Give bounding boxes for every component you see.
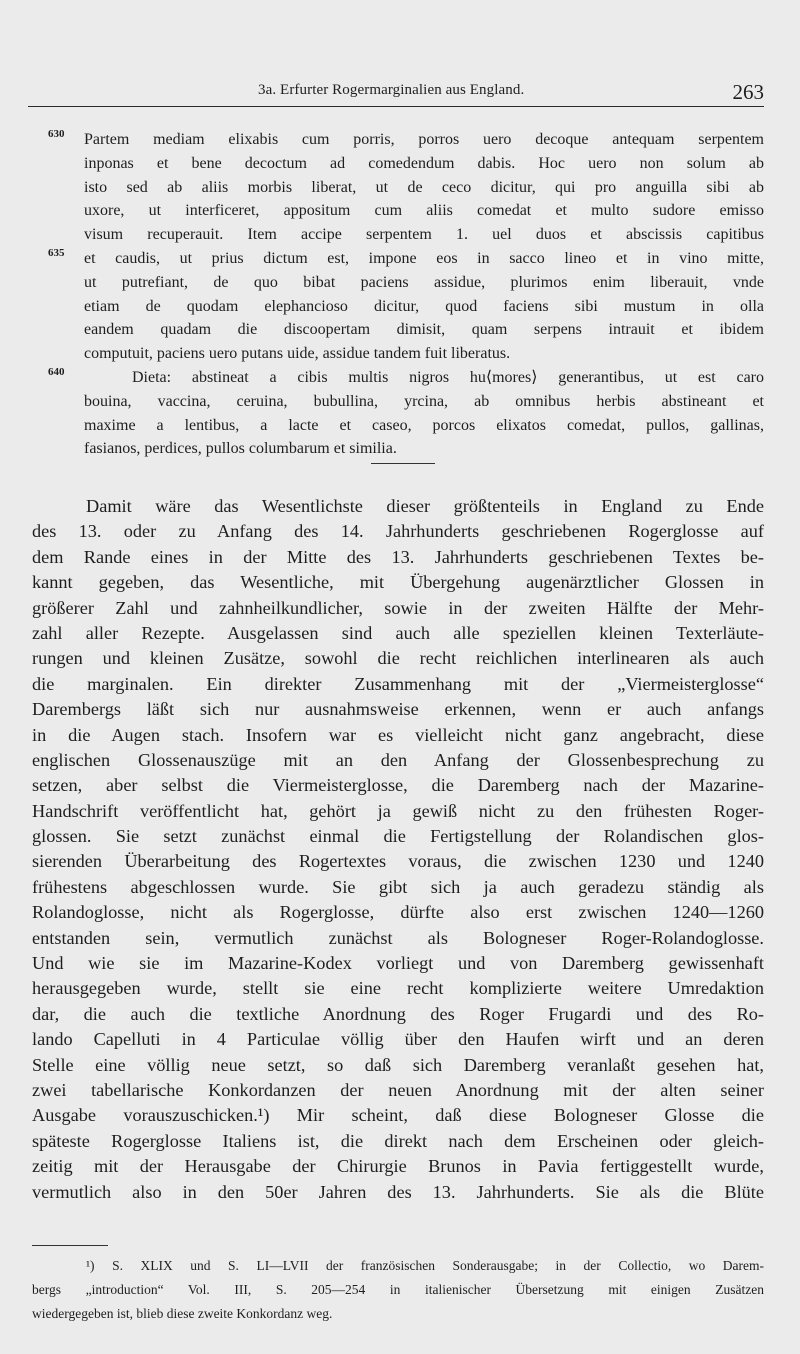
german-body-text — [32, 494, 764, 1205]
body-line: Stelle eine völlig neue setzt, so daß sich Daremberg veranlaßt gesehen hat, — [32, 1054, 764, 1075]
latin-gloss-block — [48, 128, 764, 461]
body-line: Darembergs läßt sich nur ausnahmsweise erkennen, wenn er auch anfangs — [32, 699, 764, 720]
gloss-line: visum recuperauit. Item accipe serpentem 1. uel duos et abscissis capitibus — [84, 226, 764, 244]
body-line: Und wie sie im Mazarine-Kodex vorliegt und von Daremberg gewissenhaft — [32, 953, 764, 974]
body-line: in die Augen stach. Insofern war es vielleicht nicht ganz angebracht, diese — [32, 724, 764, 745]
gloss-line: bouina, vaccina, ceruina, bubullina, yrcina, ab omnibus herbis abstineant et — [84, 392, 764, 410]
body-line: glossen. Sie setzt zunächst einmal die Fertigstellung der Rolandischen glos- — [32, 826, 764, 847]
body-line: des 13. oder zu Anfang des 14. Jahrhunderts geschriebenen Rogerglosse auf — [32, 521, 764, 542]
section-divider — [371, 463, 435, 464]
footnotes — [32, 1254, 764, 1326]
footnote-rule — [32, 1245, 108, 1246]
running-header — [28, 80, 764, 108]
body-line: späteste Rogerglosse Italiens ist, die direkt nach dem Erscheinen oder gleich- — [32, 1130, 764, 1151]
line-number-635: 635 — [48, 247, 65, 259]
body-line: setzen, aber selbst die Viermeisterglosse, die Daremberg nach der Mazarine- — [32, 775, 764, 796]
gloss-line: computuit, paciens uero putans uide, assidue tandem fuit liberatus. — [84, 345, 511, 363]
footnote-line: wiedergegeben ist, blieb diese zweite Konkordanz weg. — [32, 1306, 333, 1321]
gloss-line: eandem quadam die discoopertam dimisit, quam serpens intrauit et ibidem — [84, 321, 764, 339]
gloss-line: Dieta: abstineat a cibis multis nigros hu⟨mores⟩ generantibus, ut est caro — [132, 368, 764, 386]
gloss-line: Partem mediam elixabis cum porris, porros uero decoque antequam serpentem — [84, 131, 764, 148]
line-number-640: 640 — [48, 366, 65, 378]
body-line: zwei tabellarische Konkordanzen der neuen Anordnung mit der alten seiner — [32, 1079, 764, 1100]
body-line: kannt gegeben, das Wesentliche, mit Übergehung augenärztlicher Glossen in — [32, 572, 764, 593]
body-line: Rolandoglosse, nicht als Rogerglosse, dürfte also erst zwischen 1240—1260 — [32, 902, 764, 923]
running-title: 3a. Erfurter Rogermarginalien aus England. — [258, 82, 525, 98]
line-number-630: 630 — [48, 128, 65, 140]
body-line: die marginalen. Ein direkter Zusammenhang mit der „Viermeisterglosse“ — [32, 673, 764, 694]
body-line: englischen Glossenauszüge mit an den Anfang der Glossenbesprechung zu — [32, 749, 764, 770]
body-line: entstanden sein, vermutlich zunächst als Bologneser Roger-Rolandoglosse. — [32, 927, 764, 948]
header-rule — [28, 106, 764, 107]
body-line: lando Capelluti in 4 Particulae völlig über den Haufen wirft und an deren — [32, 1029, 764, 1050]
page-number: 263 — [732, 80, 764, 104]
gloss-line: uxore, ut interficeret, appositum cum aliis comedat et multo sudore emisso — [84, 202, 764, 220]
gloss-line: et caudis, ut prius dictum est, impone eos in sacco lineo et in vino mitte, — [84, 249, 764, 267]
gloss-line: inponas et bene decoctum ad comedendum dabis. Hoc uero non solum ab — [84, 154, 764, 172]
body-line: zahl aller Rezepte. Ausgelassen sind auch alle speziellen kleinen Texterläute- — [32, 622, 764, 643]
body-line: herausgegeben wurde, stellt sie eine recht komplizierte weitere Umredaktion — [32, 978, 764, 999]
gloss-line: isto sed ab aliis morbis liberat, ut de ceco dicitur, qui pro anguilla sibi ab — [84, 178, 764, 196]
footnote-line: ¹) S. XLIX und S. LI—LVII der französischen Sonderausgabe; in der Collectio, wo Darem- — [86, 1258, 764, 1273]
body-line: rungen und kleinen Zusätze, sowohl die recht reichlichen interlinearen als auch — [32, 648, 764, 669]
body-line: Ausgabe vorauszuschicken.¹) Mir scheint, daß diese Bologneser Glosse die — [32, 1105, 764, 1126]
body-line: Damit wäre das Wesentlichste dieser größtenteils in England zu Ende — [86, 496, 764, 516]
body-line: Handschrift veröffentlicht hat, gehört ja gewiß nicht zu den frühesten Roger- — [32, 800, 764, 821]
body-line: größerer Zahl und zahnheilkundlicher, sowie in der zweiten Hälfte der Mehr- — [32, 597, 764, 618]
body-line: dem Rande eines in der Mitte des 13. Jahrhunderts geschriebenen Textes be- — [32, 546, 764, 567]
body-line: dar, die auch die textliche Anordnung des Roger Frugardi und des Ro- — [32, 1003, 764, 1024]
body-line: zeitig mit der Herausgabe der Chirurgie Brunos in Pavia fertiggestellt wurde, — [32, 1156, 764, 1177]
body-line: vermutlich also in den 50er Jahren des 13. Jahrhunderts. Sie als die Blüte — [32, 1181, 764, 1202]
gloss-line: etiam de quodam elephancioso dicitur, quod faciens sibi mustum in olla — [84, 297, 764, 315]
gloss-line: ut putrefiant, de quo bibat paciens assidue, plurimos enim liberauit, vnde — [84, 273, 764, 291]
body-line: frühestens abgeschlossen wurde. Sie gibt sich ja auch geradezu ständig als — [32, 876, 764, 897]
footnote-line: bergs „introduction“ Vol. III, S. 205—254 in italienischer Übersetzung mit einigen Zusätzen — [32, 1282, 764, 1297]
gloss-line: maxime a lentibus, a lacte et caseo, porcos elixatos comedat, pullos, gallinas, — [84, 416, 764, 434]
body-line: sierenden Überarbeitung des Rogertextes voraus, die zwischen 1230 und 1240 — [32, 851, 764, 872]
gloss-line: fasianos, perdices, pullos columbarum et similia. — [84, 440, 397, 458]
